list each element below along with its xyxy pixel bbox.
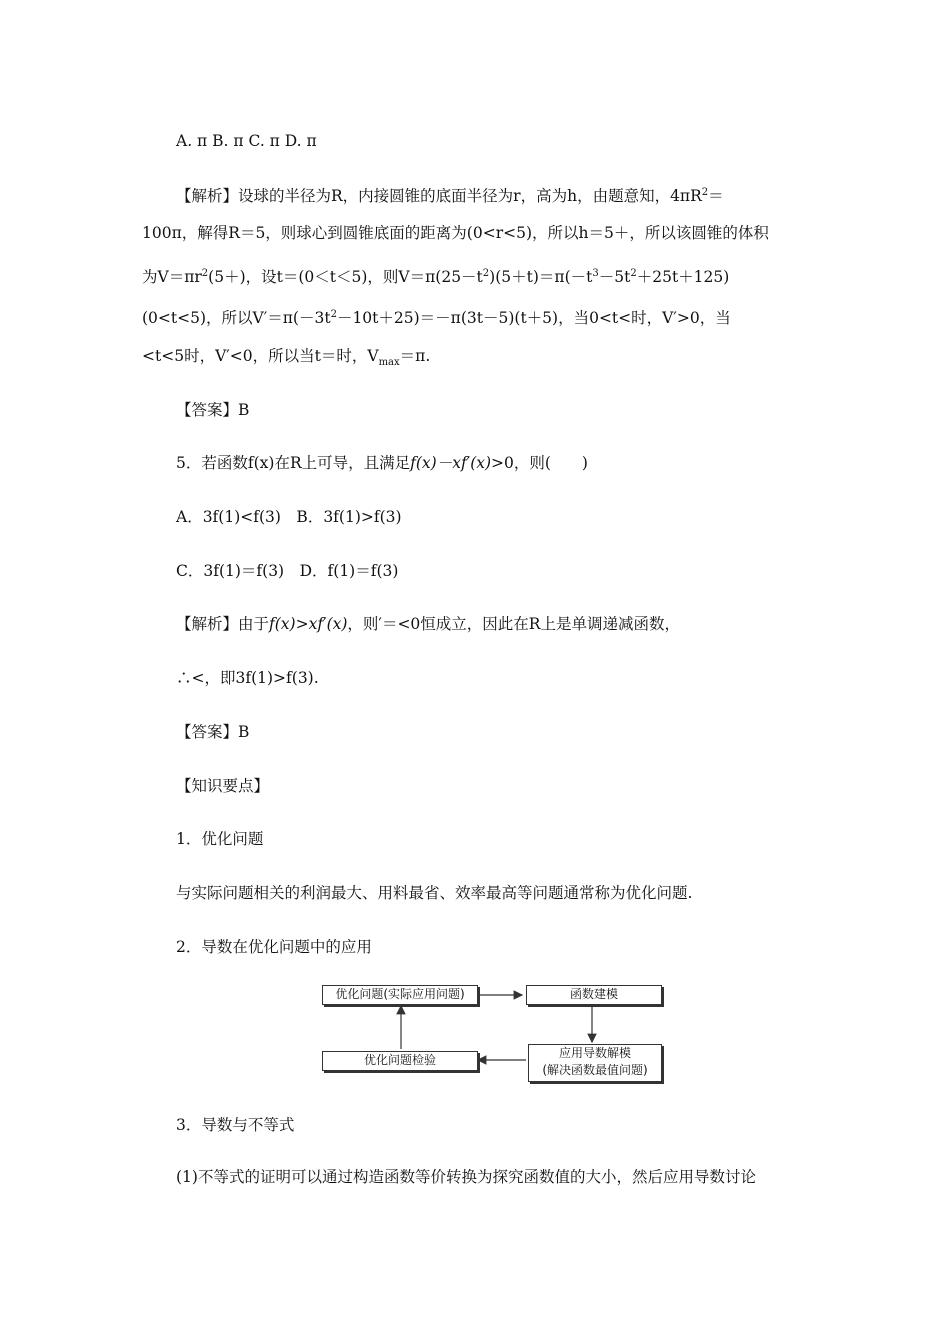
text: >0，则( ) xyxy=(491,454,588,472)
text: ＋25t＋125) xyxy=(636,268,730,287)
question5 xyxy=(176,452,588,474)
k2-title: 2．导数在优化问题中的应用 xyxy=(176,938,372,956)
box3-line2: (解决函数最值问题) xyxy=(542,1063,648,1077)
box-optimization-problem: 优化问题(实际应用问题) xyxy=(322,985,478,1005)
analysis1-line5 xyxy=(142,345,430,374)
analysis1-line2: 100π，解得R＝5，则球心到圆锥底面的距离为(0<r<5)，所以h＝5＋，所以该圆锥的体积 xyxy=(142,224,769,242)
text: －10t＋25)＝－π(3t－5)(t＋5)，当0<t<时，V′>0，当 xyxy=(336,309,731,328)
text: ＝π. xyxy=(399,347,431,365)
knowledge-heading: 【知识要点】 xyxy=(176,777,270,795)
box-function-modeling: 函数建模 xyxy=(526,985,662,1005)
text: ＝ xyxy=(708,187,724,206)
superscript: 2 xyxy=(330,309,337,320)
text: )(5＋t)＝π(－t xyxy=(489,268,593,287)
box3-line1: 应用导数解模 xyxy=(558,1046,631,1060)
analysis1-line4 xyxy=(142,304,731,329)
text: 【解析】由于 xyxy=(176,615,270,633)
superscript: 2 xyxy=(630,268,637,279)
answer1: 【答案】B xyxy=(176,401,250,419)
function-expr: f(x) xyxy=(247,454,275,472)
text: (0<t<5)，所以V′＝π(－3t xyxy=(142,309,331,328)
q5-options-ab: A．3f(1)<f(3) B．3f(1)>f(3) xyxy=(176,508,402,526)
box-derivative-solving xyxy=(528,1044,662,1082)
k1-body: 与实际问题相关的利润最大、用料最省、效率最高等问题通常称为优化问题. xyxy=(176,884,693,902)
text: 5．若函数 xyxy=(176,454,248,472)
text: (5＋)，设t＝(0＜t＜5)，则V＝π(25－t xyxy=(208,268,483,287)
subscript: max xyxy=(378,357,400,369)
analysis2-line2: ∴<，即3f(1)>f(3). xyxy=(176,669,319,687)
text: 在R上可导，且满足 xyxy=(274,454,411,472)
text: 【解析】设球的半径为R，内接圆锥的底面半径为r，高为h，由题意知，4πR xyxy=(176,187,702,206)
text: 为V＝πr xyxy=(142,268,202,287)
superscript: 2 xyxy=(701,187,709,198)
analysis1-line1 xyxy=(176,182,724,207)
text: －5t xyxy=(598,268,631,287)
superscript: 3 xyxy=(592,268,599,279)
box-optimization-check: 优化问题检验 xyxy=(322,1051,478,1071)
k3-body: (1)不等式的证明可以通过构造函数等价转换为探究函数值的大小，然后应用导数讨论 xyxy=(176,1168,756,1186)
analysis1-line3 xyxy=(142,263,729,288)
math-expr: f(x)>xf′(x) xyxy=(269,615,348,633)
superscript: 2 xyxy=(201,268,209,279)
flowchart xyxy=(322,976,666,1088)
superscript: 2 xyxy=(482,268,490,279)
math-expr: f(x)－xf′(x) xyxy=(410,454,492,472)
options-line: A. π B. π C. π D. π xyxy=(176,132,317,150)
text: <t<5时，V′<0，所以当t＝时，V xyxy=(142,347,379,365)
k3-title: 3．导数与不等式 xyxy=(176,1116,295,1134)
text: ，则′＝<0恒成立，因此在R上是单调递减函数， xyxy=(347,615,680,633)
answer2: 【答案】B xyxy=(176,723,250,741)
k1-title: 1．优化问题 xyxy=(176,830,264,848)
q5-options-cd: C．3f(1)＝f(3) D．f(1)＝f(3) xyxy=(176,562,399,580)
analysis2-line1 xyxy=(176,613,680,635)
